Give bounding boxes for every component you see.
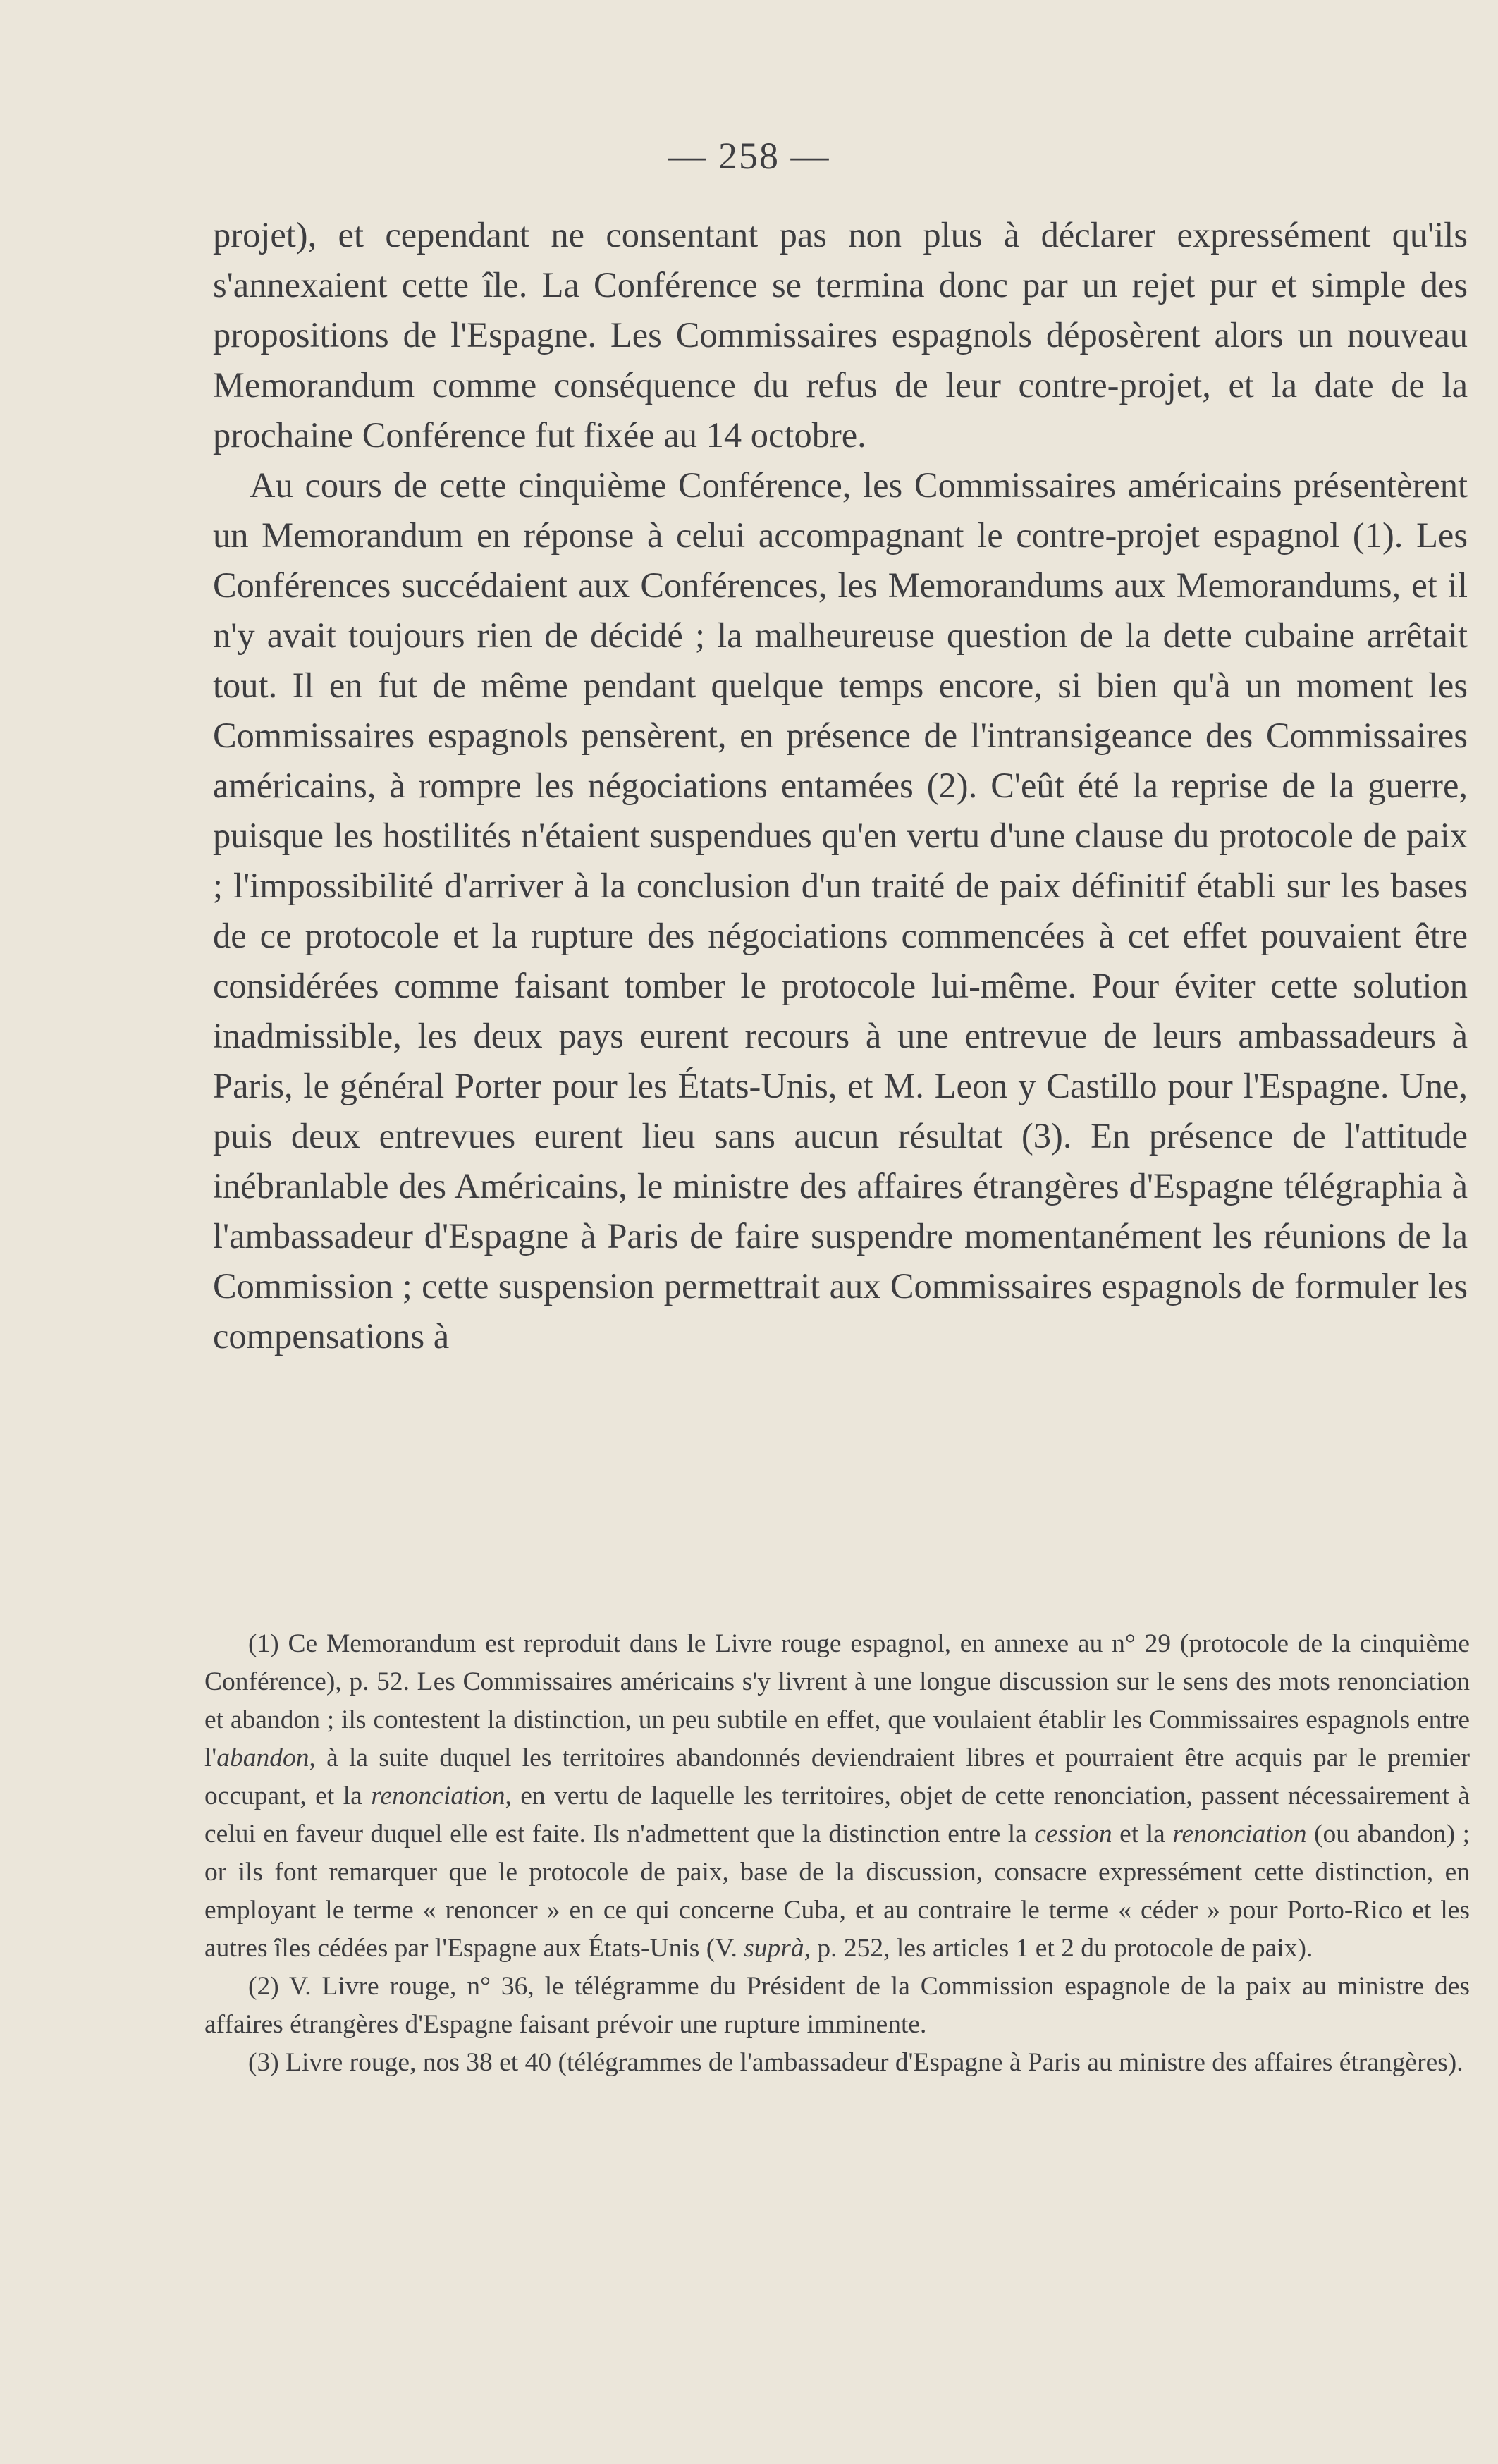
footnote-1-italic-abandon: abandon: [216, 1743, 309, 1772]
footnote-3: (3) Livre rouge, nos 38 et 40 (télégrammes de l'ambassadeur d'Espagne à Paris au ministre des affaires étrangères).: [248, 2048, 1463, 2077]
footnote-1: [204, 1625, 1470, 1968]
footnote-1-text-e: (ou abandon) ; or ils font remarquer que le protocole de paix, base de la discussion, consacre expressément cette distinction, en employant le terme « renoncer » en ce qui concerne Cuba, et au contraire le terme « céder » pour Porto-Rico et les autres îles cédées par l'Espagne aux États-Unis (V.: [204, 1820, 1470, 1963]
footnote-1-text-b: , à la suite duquel les territoires abandonnés deviendraient libres et pourraient être acquis par le premier occupant, et la: [204, 1743, 1470, 1810]
body-paragraph-2: Au cours de cette cinquième Conférence, les Commissaires américains présentèrent un Memorandum en réponse à celui accompagnant le contre-projet espagnol (1). Les Conférences succédaient aux Conférences, les Memorandums aux Memorandums, et il n'y avait toujours rien de décidé ; la malheureuse question de la dette cubaine arrêtait tout. Il en fut de même pendant quelque temps encore, si bien qu'à un moment les Commissaires espagnols pensèrent, en présence de l'intransigeance des Commissaires américains, à rompre les négociations entamées (2). C'eût été la reprise de la guerre, puisque les hostilités n'étaient suspendues qu'en vertu d'une clause du protocole de paix ; l'impossibilité d'arriver à la conclusion d'un traité de paix définitif établi sur les bases de ce protocole et la rupture des négociations commencées à cet effet pouvaient être considérées comme faisant tomber le protocole lui-même. Pour éviter cette solution inadmissible, les deux pays eurent recours à une entrevue de leurs ambassadeurs à Paris, le général Porter pour les États-Unis, et M. Leon y Castillo pour l'Espagne. Une, puis deux entrevues eurent lieu sans aucun résultat (3). En présence de l'attitude inébranlable des Américains, le ministre des affaires étrangères d'Espagne télégraphia à l'ambassadeur d'Espagne à Paris de faire suspendre momentanément les réunions de la Commission ; cette suspension permettrait aux Commissaires espagnols de formuler les compensations à: [213, 465, 1468, 1356]
footnote-1-text-f: , p. 252, les articles 1 et 2 du protocole de paix).: [804, 1934, 1313, 1963]
footnotes: [204, 1625, 1470, 2082]
footnote-1-text-c: , en vertu de laquelle les territoires, objet de cette renonciation, passent nécessairement à celui en faveur duquel elle est faite. Ils n'admettent que la distinction entre la: [204, 1782, 1470, 1849]
footnote-1-italic-renonciation-2: renonciation: [1172, 1820, 1307, 1849]
footnote-1-italic-renonciation: renonciation: [371, 1782, 505, 1810]
footnote-2: (2) V. Livre rouge, n° 36, le télégramme du Président de la Commission espagnole de la paix au ministre des affaires étrangères d'Espagne faisant prévoir une rupture imminente.: [204, 1972, 1470, 2039]
footnote-1-italic-supra: suprà: [744, 1934, 804, 1963]
footnote-1-text-d: et la: [1112, 1820, 1173, 1849]
page-number: — 258 —: [668, 135, 830, 177]
body-paragraph-1: projet), et cependant ne consentant pas non plus à déclarer expressément qu'ils s'annexaient cette île. La Conférence se termina donc par un rejet pur et simple des propositions de l'Espagne. Les Commissaires espagnols déposèrent alors un nouveau Memorandum comme conséquence du refus de leur contre-projet, et la date de la prochaine Conférence fut fixée au 14 octobre.: [213, 215, 1468, 455]
footnote-1-italic-cession: cession: [1034, 1820, 1112, 1849]
body-text: [213, 210, 1468, 1361]
footnote-1-text-a: (1) Ce Memorandum est reproduit dans le Livre rouge espagnol, en annexe au n° 29 (protocole de la cinquième Conférence), p. 52. Les Commissaires américains s'y livrent à une longue discussion sur le sens des mots renonciation et abandon ; ils contestent la distinction, un peu subtile en effet, que voulaient établir les Commissaires espagnols entre l': [204, 1629, 1470, 1772]
